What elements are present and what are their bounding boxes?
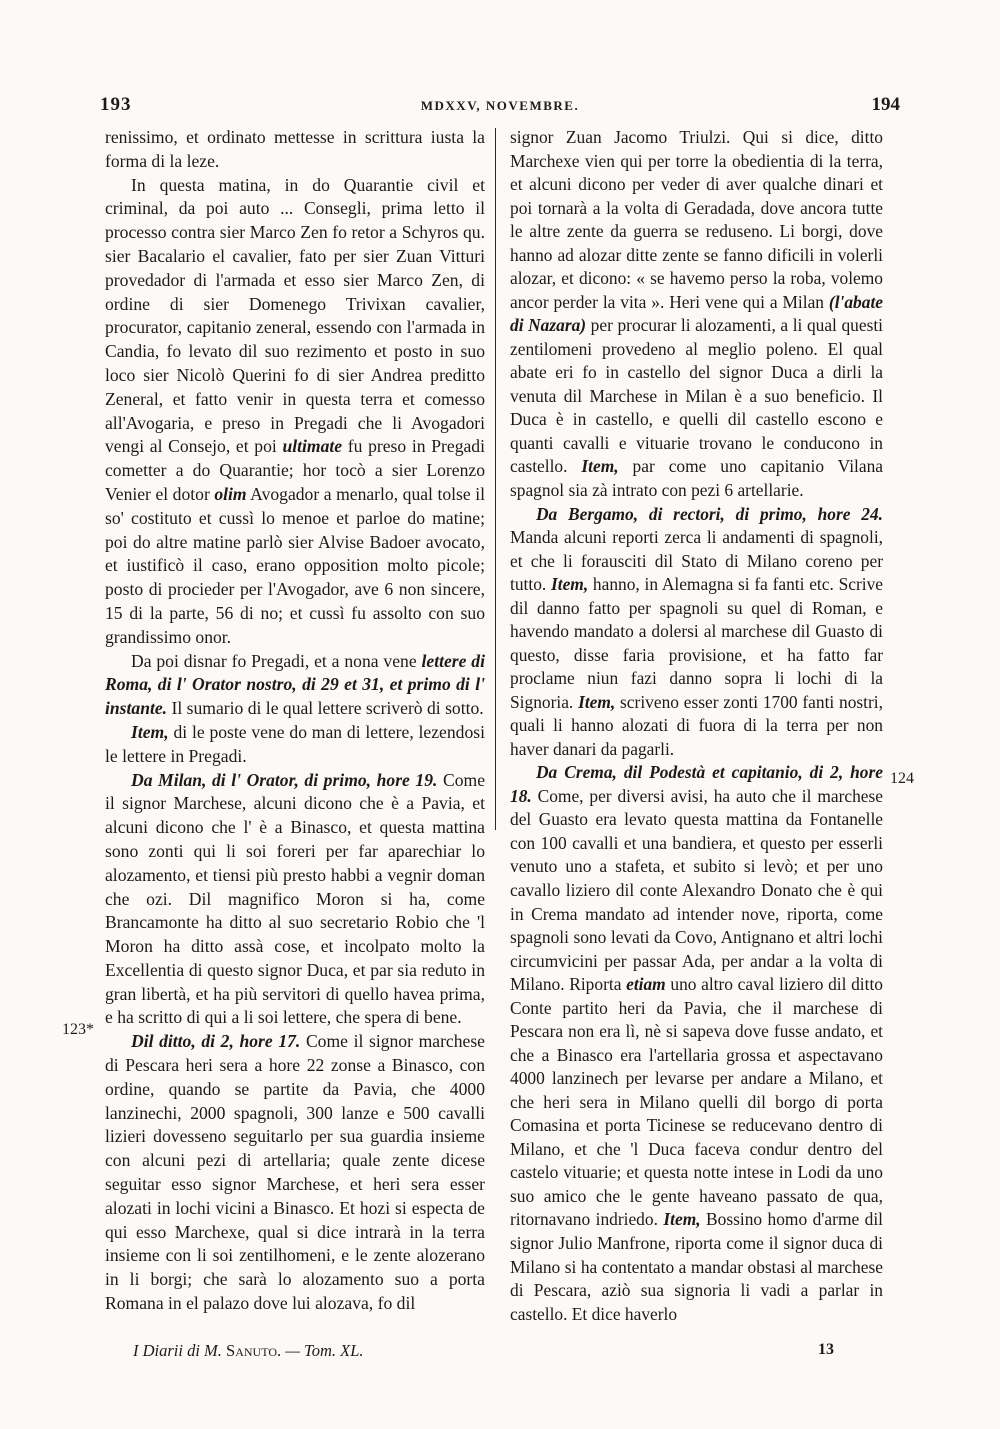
italic-text: olim: [214, 483, 247, 504]
paragraph-text: hanno, in Alemagna si fa fanti etc. Scrive dil danno fatto per spagnoli su quel di Roman, e havendo mandato a dolersi al marchese dil Guasto di questo, disse faria provisione, et ha fatto far proclame niun fazi danno sopra li lochi di la Signoria.: [510, 574, 883, 712]
paragraph-text: Bossino homo d'arme dil signor Julio Manfrone, riporta come il signor duca di Milano si ha contentato a mandar obstasi al marchese di Pescara, aziò sua signoria li vadi a parlar in castello. Et dice haverlo: [510, 1209, 883, 1324]
paragraph-text: uno altro caval liziero dil ditto Conte partito heri da Pavia, che il marchese di Pescara non era lì, nè si sapeva dove fusse andato, et che a Binasco era l'artellaria grossa et aspectavano 4000 lanzinech per levarse per andare a Milano, et che heri sera in Milano quelli dil borgo di porta Comasina et porta Ticinese se reducevano dentro di Milano, et che 'l Duca faceva condur dentro del castelo vituarie; et questa notte intese in Lodi da uno suo amico che le gente haveano passato de qua, ritornavano indriedo.: [510, 974, 884, 1230]
paragraph-text: Come il signor marchese di Pescara heri sera a hore 22 zonse a Binasco, con ordine, quando se partite da Pavia, che 4000 lanzinechi, 2000 spagnoli, 300 lanze e 500 cavalli lizieri dovesseno seguitarlo per sua guardia insieme con alcuni pezi di artellaria; quale zente dicese seguitar esso signor Marchese, et heri sera esser alozati in lochi vicini a Binasco. Et hozi si especta de qui esso Marchexe, qual si dice intrarà in la terra insieme con li soi zentilhomeni, e le zente alozerano in li borgi; che sarà lo alozamento suo a porta Romana in el palazo dove lui alozava, fo dil: [105, 1031, 485, 1314]
paragraph: [510, 503, 883, 762]
paragraph-text: di le poste vene do man di lettere, lezendosi le lettere in Pregadi.: [105, 721, 485, 766]
column-divider: [495, 128, 496, 830]
margin-number-right: 124: [890, 770, 914, 787]
italic-text: Item,: [578, 691, 616, 712]
paragraph-text: Da poi disnar fo Pregadi, et a nona vene: [131, 650, 422, 671]
paragraph: [105, 721, 485, 769]
footer-author: Sanuto.: [226, 1341, 282, 1360]
italic-text: Item,: [581, 456, 619, 477]
paragraph: [105, 1030, 485, 1316]
italic-text: Da Bergamo, di rectori, di primo, hore 24.: [536, 503, 883, 524]
italic-text: Item,: [550, 574, 589, 595]
italic-text: Da Crema, dil Podestà et capitanio, di 2, hore 18.: [510, 762, 883, 806]
italic-text: Item,: [663, 1209, 701, 1230]
paragraph: [105, 174, 485, 650]
italic-text: lettere di Roma, di l' Orator nostro, di 29 et 31, et primo di l' instante.: [105, 650, 485, 719]
paragraph: [105, 126, 485, 174]
paragraph-text: renissimo, et ordinato mettesse in scrittura iusta la forma di la leze.: [105, 127, 485, 171]
page-number-right: 194: [871, 94, 900, 115]
margin-number-left: 123*: [62, 1021, 94, 1038]
paragraph-text: scriveno esser zonti 1700 fanti nostri, quali li hanno alozati di fuora di la terra per non haver danari da pagarli.: [510, 691, 883, 759]
paragraph: [105, 650, 485, 721]
italic-text: Dil ditto, di 2, hore 17.: [131, 1031, 301, 1052]
paragraph-text: Come, per diversi avisi, ha auto che il marchese del Guasto era levato questa mattina da Fontanelle con 100 cavalli et una bandiera, et questo per esserli venuto uno a stafeta, et subito si levò; et per uno cavallo liziero dil conte Alexandro Donato che è qui in Crema mandato ad intender nove, riporta, come spagnoli sono levati da Covo, Antignano et altri lochi circumvicini per passar Ada, per andar a la volta di Milano. Riporta: [510, 785, 883, 995]
italic-text: etiam: [626, 974, 666, 995]
paragraph-text: fu preso in Pregadi cometter a do Quarantie; hor tocò a sier Lorenzo Venier el dotor: [105, 436, 485, 504]
italic-text: Da Milan, di l' Orator, di primo, hore 19.: [131, 769, 438, 790]
signature-mark: 13: [818, 1341, 834, 1358]
footer-text: — Tom. XL.: [281, 1341, 364, 1360]
paragraph: [105, 769, 485, 1031]
footer-text: I Diarii di M.: [133, 1341, 227, 1360]
footer-credit: [133, 1341, 364, 1361]
paragraph-text: Come il signor Marchese, alcuni dicono che è a Pavia, et alcuni dicono che l' è a Binasco, et questa mattina sono zonti qui li soi foreri per far aparechiar lo alozamento, et tiensi più presto habbi a vegnir doman che ozi. Dil magnifico Moron si ha, come Brancamonte ha ditto al suo secretario Robio che 'l Moron ha ditto assà cose, et incolpato molto la Excellentia di questo signor Duca, et par sia reduto in gran libertà, et ha più servitori di quello havea prima, e ha scritto di qui a li soi lettere, che spera di bene.: [105, 769, 485, 1028]
page-number-left: 193: [100, 94, 132, 115]
paragraph-text: per procurar li alozamenti, a li qual questi zentilomeni provedeno al meglio poleno. El qual abate eri fo in castello del signor Duca a dirli la venuta dil Marchese in Milan è a suo beneficio. Il Duca è in castello, e quelli dil castello escono e quanti cavalli e vituarie trovano le conducono in castello.: [510, 315, 884, 477]
paragraph-text: Il sumario di le qual lettere scriverò di sotto.: [167, 698, 484, 719]
running-title: MDXXV, NOVEMBRE.: [420, 98, 580, 113]
paragraph-text: Manda alcuni reporti zerca li andamenti di spagnoli, et che li forausciti dil Stato di Milano coreno per tutto.: [510, 527, 883, 595]
italic-text: ultimate: [282, 436, 343, 457]
paragraph: [510, 126, 883, 503]
running-header: [0, 94, 1000, 120]
paragraph-text: In questa matina, in do Quarantie civil et criminal, da poi auto ... Consegli, prima letto il processo contra sier Marco Zen fo retor a Schyros qu. sier Bacalario el cavalier, fato per sier Zuan Vitturi provedador di l'armada et esso sier Marco Zen, di ordine di sier Domenego Trivixan cavalier, procurator, capitanio zeneral, essendo con l'armada in Candia, fo levato dil suo rezimento et posto in suo loco sier Nicolò Querini fo di sier Andrea preditto Zeneral, et fatto venir in questa terra et comesso all'Avogaria, e preso in Pregadi che li Avogadori vengi al Consejo, et poi: [105, 174, 485, 457]
italic-text: Item,: [131, 721, 169, 742]
left-column: [105, 126, 485, 1316]
paragraph-text: par come uno capitanio Vilana spagnol sia zà intrato con pezi 6 artellarie.: [510, 456, 883, 500]
paragraph: [510, 761, 883, 1326]
right-column: [510, 126, 883, 1326]
paragraph-text: Avogador a menarlo, qual tolse il so' costituto et cussì lo menoe et parloe do matine; poi do altre matine parlò sier Alvise Badoer avocato, et iustificò il caso, erano opposition molto picole; posto di procieder per l'Avogador, ave 6 non sincere, 15 di la parte, 56 di no; et cussì fu assolto con suo grandissimo onor.: [105, 483, 485, 647]
italic-text: (l'abate di Nazara): [510, 291, 883, 336]
paragraph-text: signor Zuan Jacomo Triulzi. Qui si dice, ditto Marchexe vien qui per torre la obedientia di la terra, et alcuni dicono per veder di aver qualche dinari et poi tornarà a la volta di Geradada, dove ancora tutte le altre zente da guerra se reduseno. Li borgi, dove hanno ad alozar ditte zente se fanno dificili in volerli alozar, et dicono: « se havemo perso la roba, volemo ancor perder la vita ». Heri vene qui a Milan: [510, 127, 883, 312]
